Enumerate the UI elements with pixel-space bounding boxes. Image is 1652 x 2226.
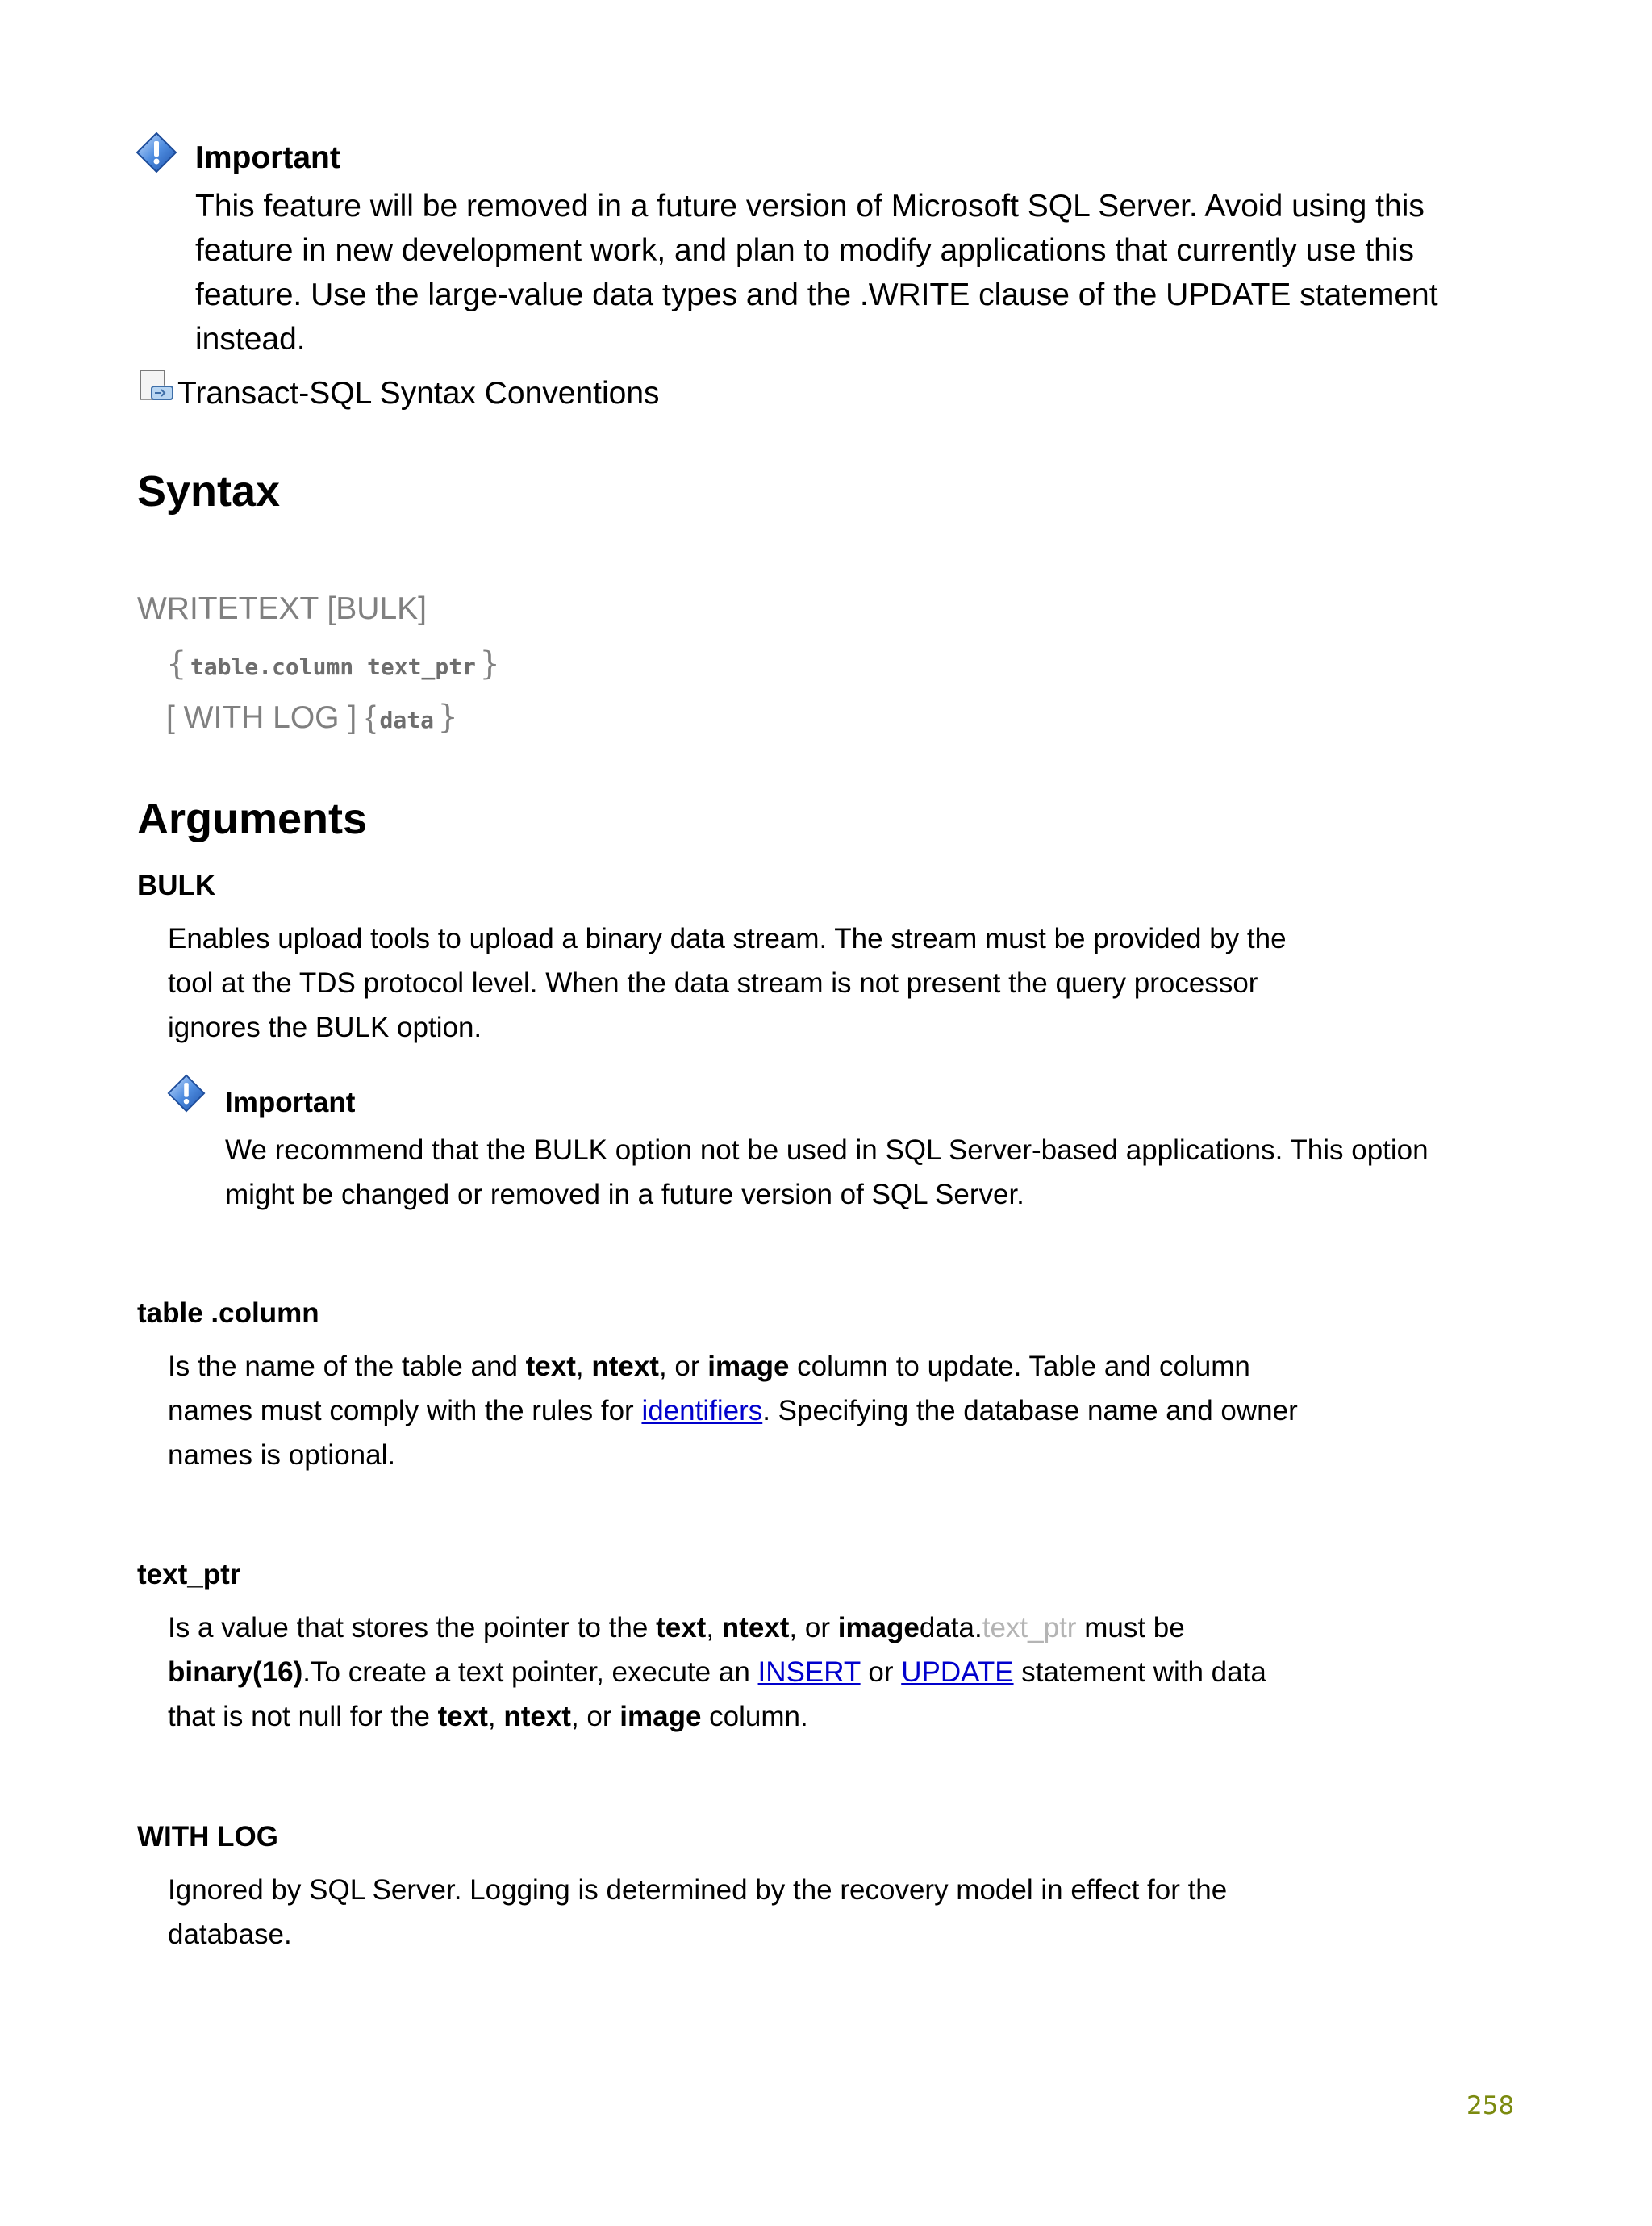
text-run: data. [919,1612,982,1643]
text-run: , or [570,1701,620,1732]
bold-run: ntext [721,1612,790,1643]
text-run: column to update. Table and column names must comply with the rules for [168,1351,1250,1426]
bold-run: image [837,1612,920,1643]
faded-run: text_ptr [982,1612,1077,1643]
text-run: must be [1076,1612,1185,1643]
table-column-description [168,1344,1305,1477]
bold-run: ntext [591,1351,659,1382]
syntax-code-data: data [379,707,434,733]
text-ptr-term: text_ptr [137,1559,241,1590]
with-log-description: Ignored by SQL Server. Logging is determined by the recovery model in effect for the database. [168,1874,1228,1950]
table-column-term: table .column [137,1297,319,1329]
text-run: Is a value that stores the pointer to the [168,1612,657,1643]
syntax-line-2 [166,645,500,683]
text-run: , or [658,1351,708,1382]
bold-run: image [620,1701,702,1732]
text-run: statement with data that is not null for the [168,1656,1266,1732]
syntax-with-log: [ WITH LOG ] { [166,700,377,735]
bold-run: image [707,1351,790,1382]
bold-run: binary(16) [168,1656,303,1688]
syntax-conventions-link[interactable]: Transact-SQL Syntax Conventions [177,376,660,411]
syntax-brace-close-2: } [437,699,458,736]
syntax-conventions-icon [137,369,177,404]
syntax-line-1: WRITETEXT [BULK] [137,591,427,626]
bold-run: text [525,1351,576,1382]
text-ptr-description [168,1606,1281,1739]
insert-link[interactable]: INSERT [757,1656,861,1688]
identifiers-link[interactable]: identifiers [641,1395,763,1426]
bold-run: text [656,1612,707,1643]
page-number: 258 [1466,2091,1515,2120]
update-link[interactable]: UPDATE [901,1656,1014,1688]
bold-run: ntext [503,1701,571,1732]
text-run: , [487,1701,504,1732]
important-icon [136,132,177,173]
text-run: , [706,1612,722,1643]
bulk-description: Enables upload tools to upload a binary data stream. The stream must be provided by the tool at the TDS protocol level. When the data stream is not present the query processor ignores the BULK option. [168,923,1287,1043]
text-run: column. [701,1701,808,1732]
text-run: , or [789,1612,838,1643]
important-icon [167,1074,206,1113]
text-run: . Specifying the database name and owner names is optional. [168,1395,1298,1471]
bulk-notice-title: Important [225,1087,356,1118]
bold-run: text [437,1701,488,1732]
text-run: or [860,1656,902,1688]
syntax-code-table-column: table.column text_ptr [190,654,476,680]
with-log-term: WITH LOG [137,1821,278,1852]
notice-text: This feature will be removed in a future version of Microsoft SQL Server. Avoid using this feature in new development work, and plan to modify applications that currently use this feature. Use the large-value data types and the .WRITE clause of the UPDATE statement instead. [195,189,1438,357]
bulk-term: BULK [137,870,216,901]
text-run: Is the name of the table and [168,1351,526,1382]
arguments-heading: Arguments [137,795,368,843]
notice-title: Important [195,140,340,175]
syntax-brace-close: } [479,645,500,683]
text-run: , [575,1351,592,1382]
syntax-brace-open: { [166,645,187,683]
text-run: .To create a text pointer, execute an [302,1656,758,1688]
syntax-heading: Syntax [137,467,281,516]
bulk-notice-text: We recommend that the BULK option not be used in SQL Server-based applications. This option might be changed or removed in a future version of SQL Server. [225,1134,1429,1210]
syntax-line-3 [166,699,458,736]
